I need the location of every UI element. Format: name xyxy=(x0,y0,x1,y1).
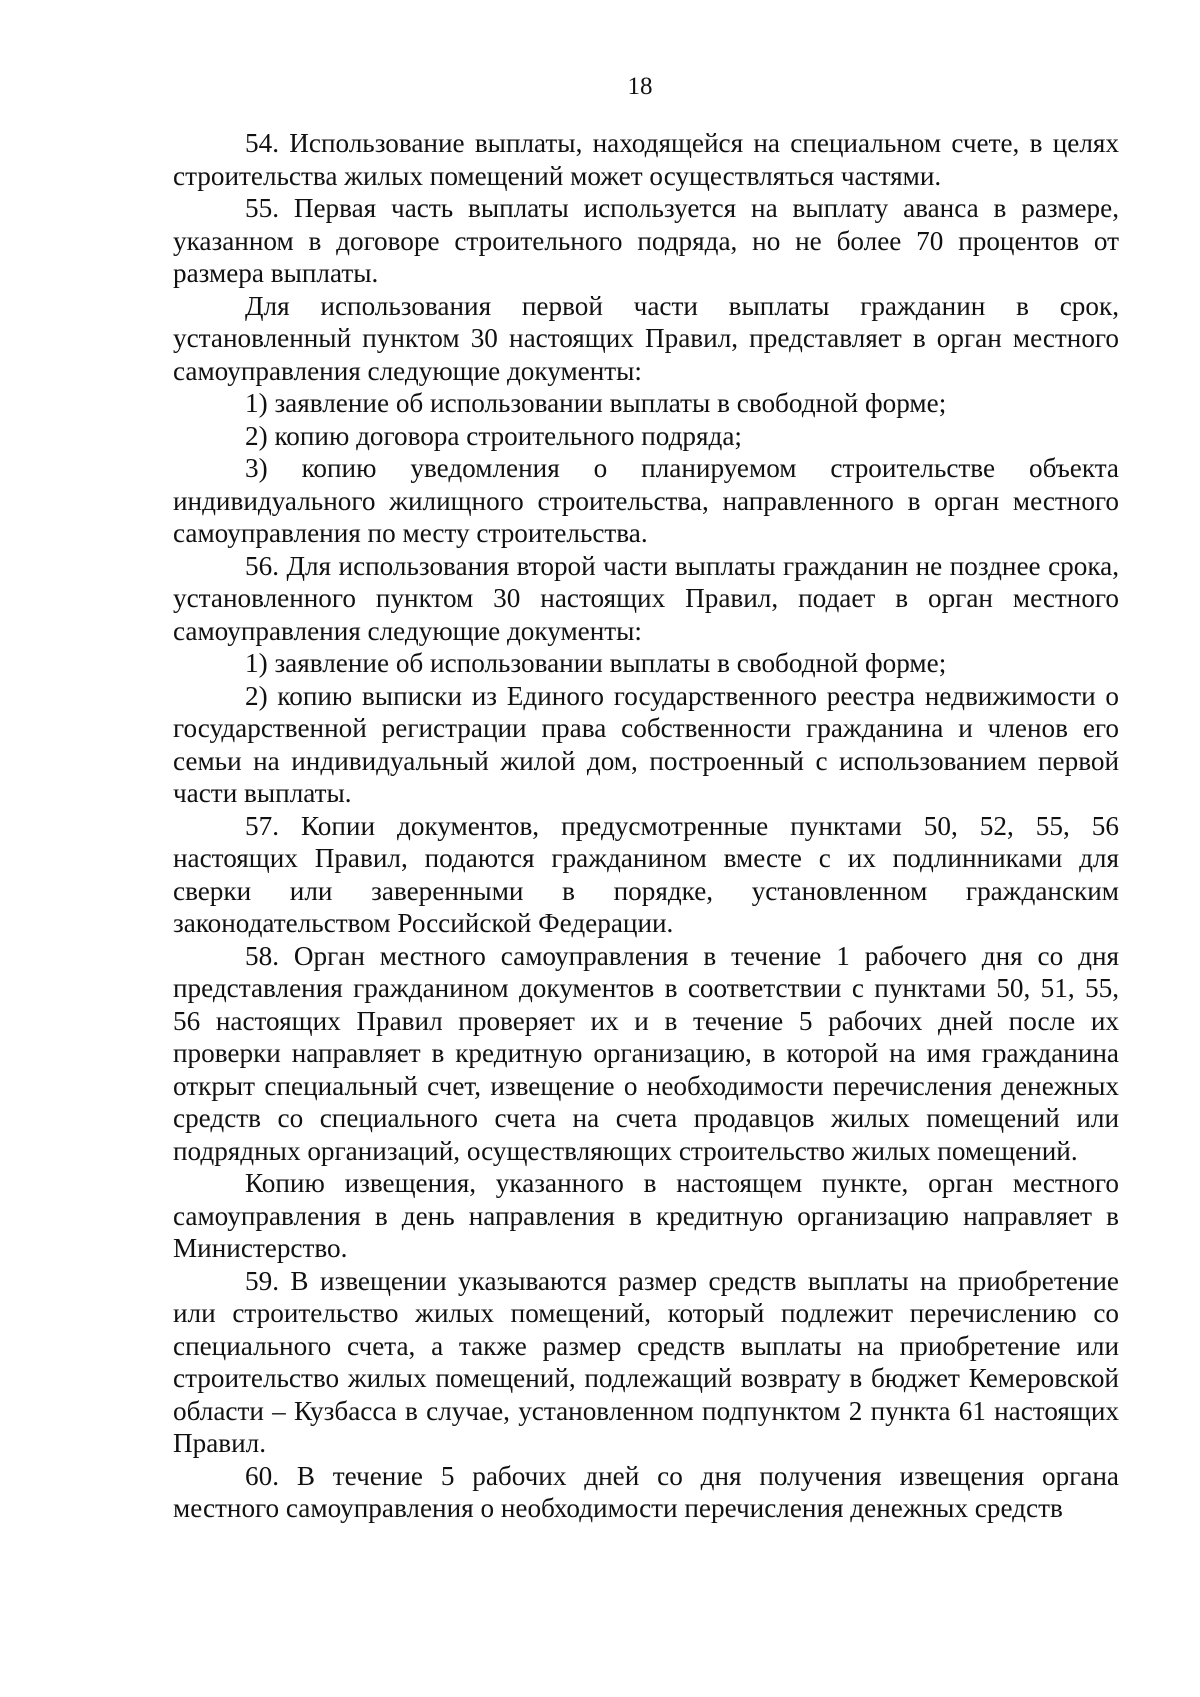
list-item-construction-notice: 3) копию уведомления о планируемом строительстве объекта индивидуального жилищного строительства, направленного в орган местного самоуправления по месту строительства. xyxy=(173,453,1119,548)
paragraph-58-notice-copy: Копию извещения, указанного в настоящем пункте, орган местного самоуправления в день направления в кредитную организацию направляет в Министерство. xyxy=(173,1168,1119,1263)
paragraph-54: 54. Использование выплаты, находящейся на специальном счете, в целях строительства жилых помещений может осуществляться частями. xyxy=(173,128,1119,191)
list-item-construction-contract: 2) копию договора строительного подряда; xyxy=(245,420,742,451)
list-item-application-second: 1) заявление об использовании выплаты в свободной форме; xyxy=(245,648,947,678)
paragraph-59: 59. В извещении указываются размер средств выплаты на приобретение или строительство жилых помещений, который подлежит перечислению со специального счета, а также размер средств выплаты на приобретение или строительство жилых помещений, подлежащий возврату в бюджет Кемеровской области – Кузбасса в случае, установленном подпунктом 2 пункта 61 настоящих Правил. xyxy=(173,1265,1119,1458)
paragraph-58: 58. Орган местного самоуправления в течение 1 рабочего дня со дня представления гражданином документов в соответствии с пунктами 50, 51, 55, 56 настоящих Правил проверяет их и в течение 5 рабочих дней после их проверки направляет в кредитную организацию, в которой на имя гражданина открыт специальный счет, извещение о необходимости перечисления денежных средств со специального счета на счета продавцов жилых помещений или подрядных организаций, осуществляющих строительство жилых помещений. xyxy=(173,940,1119,1166)
document-body xyxy=(173,127,1119,1525)
paragraph-55-first-part-docs: Для использования первой части выплаты гражданин в срок, установленный пунктом 30 настоящих Правил, представляет в орган местного самоуправления следующие документы: xyxy=(173,290,1119,386)
paragraph-60: 60. В течение 5 рабочих дней со дня получения извещения органа местного самоуправления о необходимости перечисления денежных средств xyxy=(173,1460,1119,1523)
page-number: 18 xyxy=(627,73,653,100)
paragraph-57: 57. Копии документов, предусмотренные пунктами 50, 52, 55, 56 настоящих Правил, подаются гражданином вместе с их подлинниками для сверки или заверенными в порядке, установленном гражданским законодательством Российской Федерации. xyxy=(173,810,1119,938)
paragraph-55: 55. Первая часть выплаты используется на выплату аванса в размере, указанном в договоре строительного подряда, но не более 70 процентов от размера выплаты. xyxy=(173,193,1119,288)
list-item-registry-extract: 2) копию выписки из Единого государственного реестра недвижимости о государственной регистрации права собственности гражданина и членов его семьи на индивидуальный жилой дом, построенный с использованием первой части выплаты. xyxy=(173,680,1119,808)
list-item-application: 1) заявление об использовании выплаты в свободной форме; xyxy=(245,388,947,418)
paragraph-56: 56. Для использования второй части выплаты гражданин не позднее срока, установленного пунктом 30 настоящих Правил, подает в орган местного самоуправления следующие документы: xyxy=(173,550,1119,646)
